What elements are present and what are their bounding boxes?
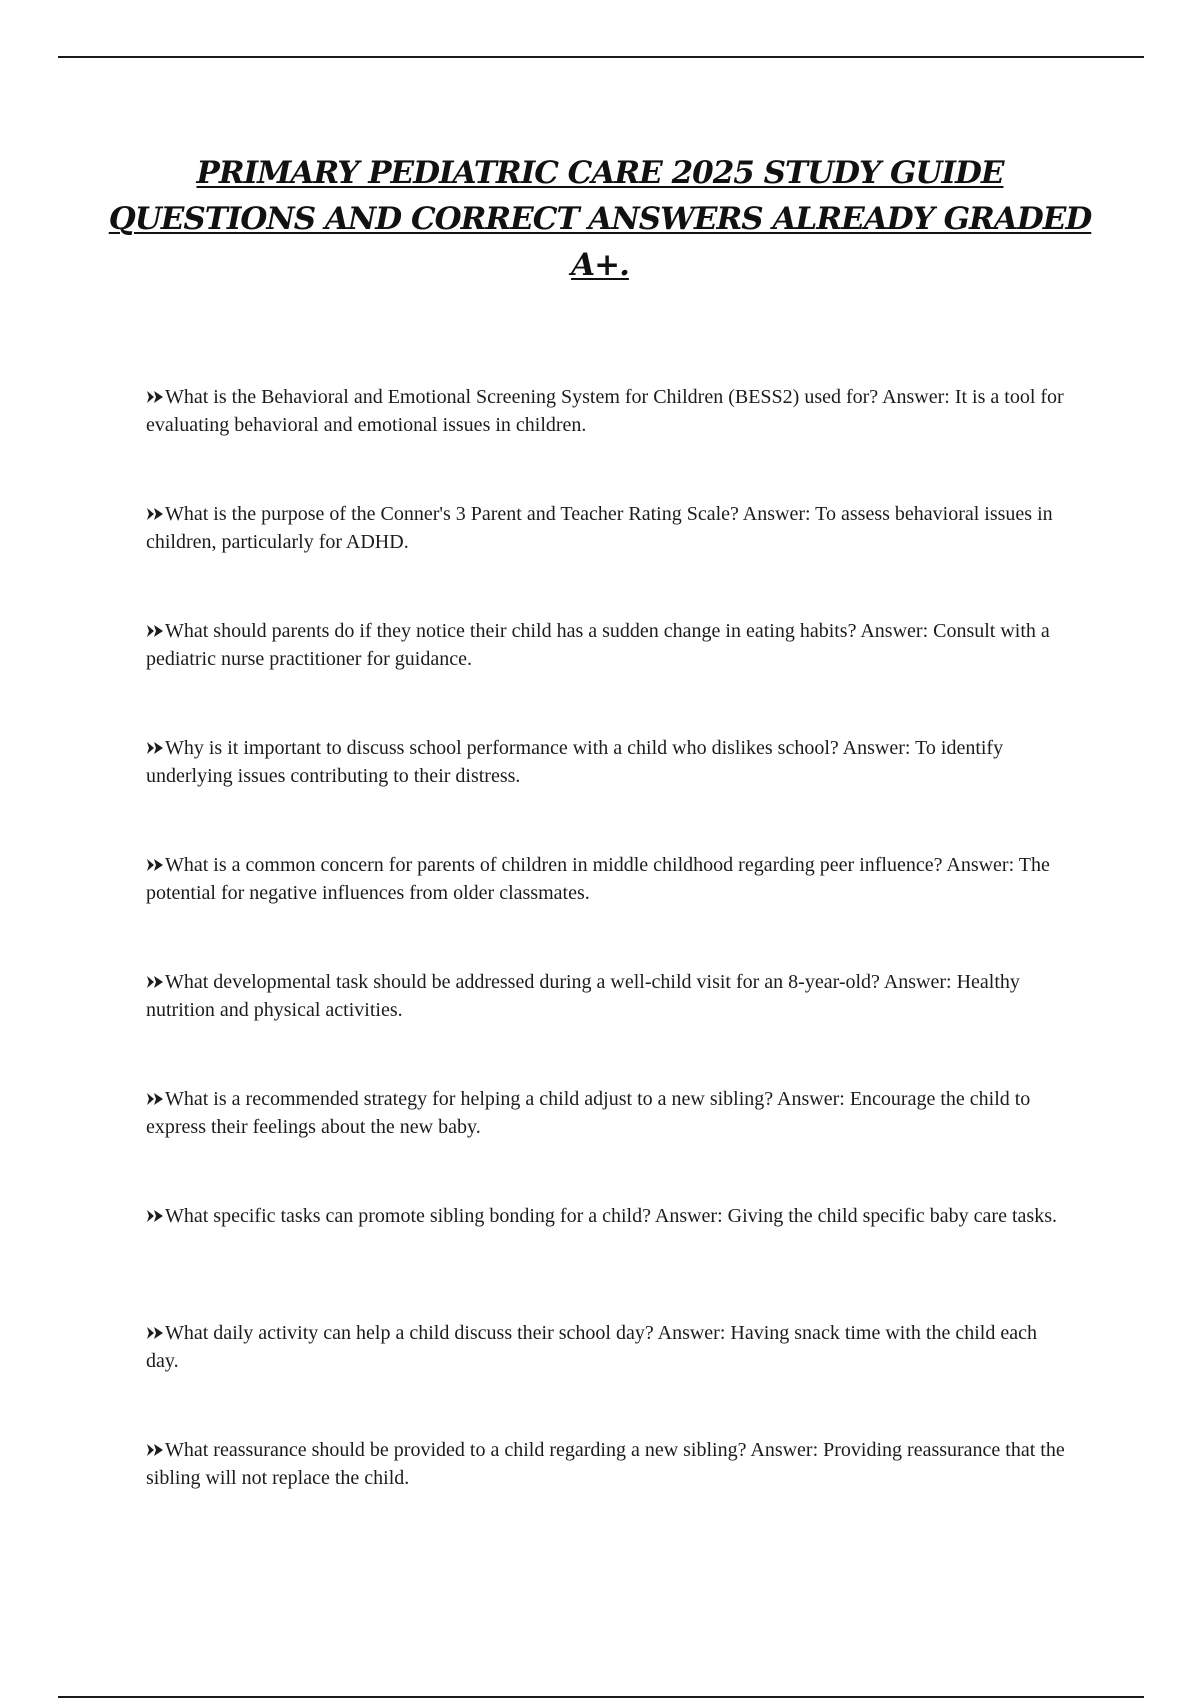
double-arrow-bullet-icon <box>146 1326 164 1340</box>
question-list <box>146 383 1066 1553</box>
question-answer-text: What is a recommended strategy for helping a child adjust to a new sibling? Answer: Encourage the child to express their feelings about the new baby. <box>146 1088 1031 1138</box>
header-rule <box>58 56 1144 58</box>
double-arrow-bullet-icon <box>146 624 164 638</box>
list-item <box>146 500 1066 588</box>
question-answer-text: Why is it important to discuss school performance with a child who dislikes school? Answer: To identify underlying issues contributing to their distress. <box>146 737 1004 787</box>
question-answer-text: What specific tasks can promote sibling bonding for a child? Answer: Giving the child specific baby care tasks. <box>165 1205 1057 1227</box>
list-item <box>146 383 1066 471</box>
footer-rule <box>58 1696 1144 1698</box>
question-answer-text: What is a common concern for parents of children in middle childhood regarding peer influence? Answer: The potential for negative influences from older classmates. <box>146 854 1050 904</box>
double-arrow-bullet-icon <box>146 1092 164 1106</box>
double-arrow-bullet-icon <box>146 1209 164 1223</box>
double-arrow-bullet-icon <box>146 975 164 989</box>
question-answer-text: What should parents do if they notice their child has a sudden change in eating habits? Answer: Consult with a pediatric nurse practitioner for guidance. <box>146 620 1050 670</box>
double-arrow-bullet-icon <box>146 741 164 755</box>
double-arrow-bullet-icon <box>146 858 164 872</box>
question-answer-text: What daily activity can help a child discuss their school day? Answer: Having snack time with the child each day. <box>146 1322 1037 1372</box>
list-item <box>146 851 1066 939</box>
list-item <box>146 1436 1066 1524</box>
list-item <box>146 1085 1066 1173</box>
document-title: PRIMARY PEDIATRIC CARE 2025 STUDY GUIDE QUESTIONS AND CORRECT ANSWERS ALREADY GRADED A+. <box>108 155 1092 283</box>
list-item <box>146 734 1066 822</box>
question-answer-text: What is the Behavioral and Emotional Screening System for Children (BESS2) used for? Answer: It is a tool for evaluating behavioral and emotional issues in children. <box>146 386 1064 436</box>
double-arrow-bullet-icon <box>146 1443 164 1457</box>
list-item <box>146 1202 1066 1290</box>
double-arrow-bullet-icon <box>146 390 164 404</box>
list-item <box>146 617 1066 705</box>
question-answer-text: What developmental task should be addressed during a well-child visit for an 8-year-old? Answer: Healthy nutrition and physical activities. <box>146 971 1020 1021</box>
list-item <box>146 968 1066 1056</box>
question-answer-text: What is the purpose of the Conner's 3 Parent and Teacher Rating Scale? Answer: To assess behavioral issues in children, particularly for ADHD. <box>146 503 1053 553</box>
list-item <box>146 1319 1066 1407</box>
double-arrow-bullet-icon <box>146 507 164 521</box>
question-answer-text: What reassurance should be provided to a child regarding a new sibling? Answer: Providing reassurance that the sibling will not replace the child. <box>146 1439 1065 1489</box>
